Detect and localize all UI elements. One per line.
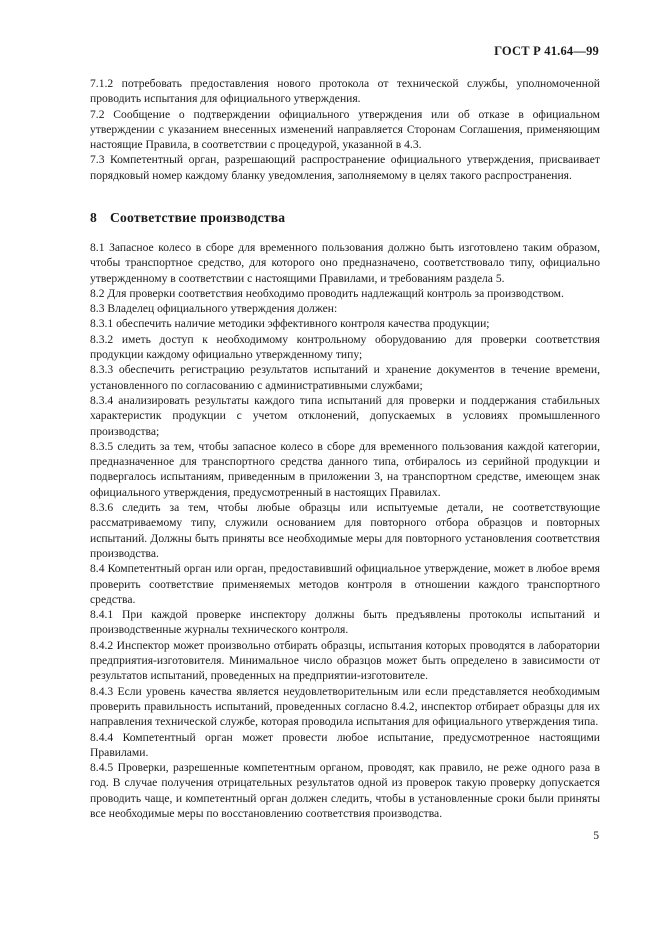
- paragraph-8-3-2: 8.3.2 иметь доступ к необходимому контрольному оборудованию для проверки соответствия продукции каждому официально утвержденному типу;: [90, 332, 600, 362]
- section-heading: [90, 210, 285, 226]
- paragraph-7-1-2: 7.1.2 потребовать предоставления нового протокола от технической службы, уполномоченной проводить испытания для официального утверждения.: [90, 77, 600, 106]
- paragraph-8-3-1: 8.3.1 обеспечить наличие методики эффективного контроля качества продукции;: [90, 317, 490, 331]
- paragraph-8-3-5: 8.3.5 следить за тем, чтобы запасное колесо в сборе для временного пользования каждой категории, предназначенное для транспортного средства данного типа, отбиралось из серийной продукции и подвергалось испытаниям, приведенным в приложении 3, на транспортном средстве, имеющем знак официального утверждения, предусмотренный в настоящих Правилах.: [90, 439, 600, 499]
- paragraphs-section-8: [90, 240, 600, 821]
- paragraph-8-2: 8.2 Для проверки соответствия необходимо проводить надлежащий контроль за производством.: [90, 286, 564, 300]
- page-number: 5: [593, 829, 599, 842]
- paragraph-8-4-5: 8.4.5 Проверки, разрешенные компетентным органом, проводят, как правило, не реже одного раза в год. В случае получения отрицательных результатов одной из проверок такую проверку допускается проводить чаще, и компетентный орган должен следить, чтобы в установленные сроки были приняты все необходимые меры по восстановлению соответствия производства.: [90, 761, 600, 820]
- paragraph-8-3: 8.3 Владелец официального утверждения должен:: [90, 302, 338, 316]
- paragraph-8-3-6: 8.3.6 следить за тем, чтобы любые образцы или испытуемые детали, не соответствующие рассматриваемому типу, служили основанием для повторного отбора образцов и повторных испытаний. Должны быть приняты все необходимые меры для повторного установления соответствия производства.: [90, 501, 600, 560]
- paragraph-8-3-4: 8.3.4 анализировать результаты каждого типа испытаний для проверки и поддержания стабильных характеристик продукции с учетом отклонений, допускаемых в условиях промышленного производства;: [90, 393, 600, 438]
- paragraph-8-3-3: 8.3.3 обеспечить регистрацию результатов испытаний и хранение документов в течение времени, установленного по согласованию с административными службами;: [90, 363, 600, 392]
- paragraph-7-2: 7.2 Сообщение о подтверждении официального утверждения или об отказе в официальном утверждении с указанием внесенных изменений направляется Сторонам Соглашения, применяющим настоящие Правила, в соответствии с процедурой, указанной в 4.3.: [90, 107, 600, 152]
- paragraph-8-4-1: 8.4.1 При каждой проверке инспектору должны быть предъявлены протоколы испытаний и производственные журналы технического контроля.: [90, 608, 600, 637]
- paragraph-8-4: 8.4 Компетентный орган или орган, предоставивший официальное утверждение, может в любое время проверить соответствие применяемых методов контроля в отношении каждого транспортного средства.: [90, 562, 600, 606]
- paragraph-8-4-2: 8.4.2 Инспектор может произвольно отбирать образцы, испытания которых проводятся в лаборатории предприятия-изготовителя. Минимальное число образцов может быть определено в зависимости от результатов испытаний, проведенных на предприятии-изготовителе.: [90, 638, 600, 683]
- section-title: Соответствие производства: [110, 210, 286, 225]
- document-code: ГОСТ Р 41.64—99: [494, 44, 599, 58]
- paragraph-7-3: 7.3 Компетентный орган, разрешающий распространение официального утверждения, присваивает порядковый номер каждому бланку уведомления, заполняемому в целях такого распространения.: [90, 153, 600, 182]
- paragraph-8-4-3: 8.4.3 Если уровень качества является неудовлетворительным или если представляется необходимым проверить правильность испытаний, проведенных согласно 8.4.2, инспектор отбирает образцы для их направления технической службе, которая проводила испытания для официального утверждения типа.: [90, 684, 600, 729]
- paragraph-8-4-4: 8.4.4 Компетентный орган может провести любое испытание, предусмотренное настоящими Правилами.: [90, 730, 600, 759]
- section-number: 8: [90, 210, 97, 225]
- paragraphs-section-7: [90, 76, 600, 183]
- paragraph-8-1: 8.1 Запасное колесо в сборе для временного пользования должно быть изготовлено таким образом, чтобы транспортное средство, для которого оно предназначено, соответствовало типу, официально утвержденному в соответствии с настоящими Правилами, и требованиям раздела 5.: [90, 241, 600, 285]
